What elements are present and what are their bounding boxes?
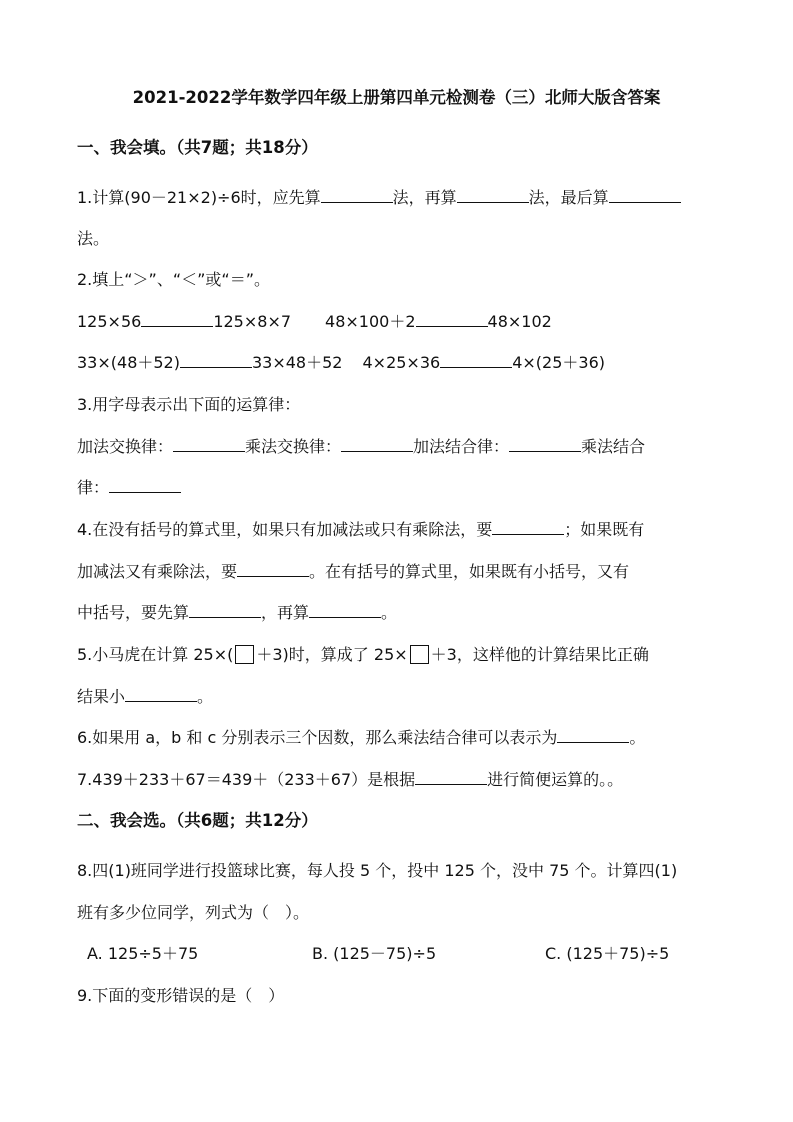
answer-box[interactable] [235, 645, 254, 664]
answer-blank[interactable] [125, 686, 197, 702]
q4-text-f: ，再算 [261, 603, 310, 622]
q5-text-b: ＋3)时，算成了 25× [256, 645, 408, 664]
q3-text-d: 乘法结合 [581, 437, 646, 456]
q4-text-g: 。 [381, 603, 398, 622]
q2-expr-1-left: 125×56 [77, 312, 142, 331]
answer-blank[interactable] [180, 352, 252, 368]
answer-blank[interactable] [557, 727, 629, 743]
answer-blank[interactable] [321, 187, 393, 203]
q1-text-a: 1.计算(90－21×2)÷6时，应先算 [77, 188, 321, 207]
question-1-line-1 [77, 186, 681, 210]
q5-text-c: ＋3，这样他的计算结果比正确 [430, 645, 649, 664]
question-8-line-1: 8.四(1)班同学进行投篮球比赛，每人投 5 个，投中 125 个，没中 75 个。计算四(1) [77, 861, 678, 880]
question-3-line-1 [77, 435, 645, 459]
question-2-row-2 [77, 351, 605, 375]
q6-text-b: 。 [629, 728, 646, 747]
answer-blank[interactable] [237, 561, 309, 577]
answer-blank[interactable] [141, 311, 213, 327]
q5-text-a: 5.小马虎在计算 25×( [77, 645, 234, 664]
answer-blank[interactable] [509, 436, 581, 452]
answer-blank[interactable] [415, 769, 487, 785]
q4-text-d: 。在有括号的算式里，如果既有小括号，又有 [309, 562, 630, 581]
question-9: 9.下面的变形错误的是（ ） [77, 986, 285, 1005]
answer-blank[interactable] [609, 187, 681, 203]
q4-text-a: 4.在没有括号的算式里，如果只有加减法或只有乘除法，要 [77, 520, 493, 539]
answer-blank[interactable] [309, 602, 381, 618]
q1-text-c: 法，最后算 [528, 188, 609, 207]
q2-expr-1-right: 125×8×7 [213, 312, 292, 331]
q4-text-e: 中括号，要先算 [77, 603, 190, 622]
q1-text-d: 法。 [77, 229, 110, 248]
answer-blank[interactable] [341, 436, 413, 452]
q2-expr-2-left: 48×100＋2 [325, 312, 416, 331]
q8-option-b[interactable]: B. (125－75)÷5 [312, 944, 437, 963]
question-4-line-3 [77, 601, 397, 625]
question-1-line-2 [77, 227, 109, 251]
section-2-heading: 二、我会选。（共6题；共12分） [77, 811, 318, 830]
question-5-line-1 [77, 643, 649, 667]
q2-expr-2-right: 48×102 [487, 312, 552, 331]
q3-text-c: 加法结合律： [413, 437, 510, 456]
question-4-line-1 [77, 518, 644, 542]
q8-option-c[interactable]: C. (125＋75)÷5 [545, 944, 670, 963]
q2-expr-4-left: 4×25×36 [362, 353, 441, 372]
q7-text-a: 7.439＋233＋67＝439＋（233＋67）是根据 [77, 770, 416, 789]
answer-blank[interactable] [440, 352, 512, 368]
section-1-heading: 一、我会填。（共7题；共18分） [77, 138, 318, 157]
q2-expr-3-right: 33×48＋52 [251, 353, 343, 372]
question-2-row-1 [77, 310, 552, 334]
question-6 [77, 726, 645, 750]
answer-blank[interactable] [457, 187, 529, 203]
answer-blank[interactable] [109, 477, 181, 493]
q7-text-b: 进行简便运算的。。 [487, 770, 624, 789]
q2-expr-3-left: 33×(48＋52) [77, 353, 180, 372]
answer-blank[interactable] [189, 602, 261, 618]
q3-text-a: 加法交换律： [77, 437, 174, 456]
question-7 [77, 768, 623, 792]
answer-blank[interactable] [173, 436, 245, 452]
q5-text-e: 。 [197, 687, 214, 706]
q4-text-c: 加减法又有乘除法，要 [77, 562, 238, 581]
question-5-line-2 [77, 685, 213, 709]
q3-text-b: 乘法交换律： [245, 437, 342, 456]
question-3-intro: 3.用字母表示出下面的运算律： [77, 395, 301, 414]
question-4-line-2 [77, 560, 629, 584]
q4-text-b: ；如果既有 [564, 520, 645, 539]
q5-text-d: 结果小 [77, 687, 126, 706]
answer-blank[interactable] [492, 519, 564, 535]
question-8-line-2: 班有多少位同学，列式为（ ）。 [77, 903, 310, 922]
answer-blank[interactable] [416, 311, 488, 327]
q6-text-a: 6.如果用 a，b 和 c 分别表示三个因数，那么乘法结合律可以表示为 [77, 728, 558, 747]
page-title: 2021-2022学年数学四年级上册第四单元检测卷（三）北师大版含答案 [132, 88, 661, 107]
q3-text-e: 律： [77, 478, 110, 497]
question-3-line-2 [77, 476, 181, 500]
question-2-intro: 2.填上“＞”、“＜”或“＝”。 [77, 270, 271, 289]
q2-expr-4-right: 4×(25＋36) [512, 353, 605, 372]
q1-text-b: 法，再算 [392, 188, 457, 207]
answer-box[interactable] [410, 645, 429, 664]
q8-option-a[interactable]: A. 125÷5＋75 [87, 944, 199, 963]
